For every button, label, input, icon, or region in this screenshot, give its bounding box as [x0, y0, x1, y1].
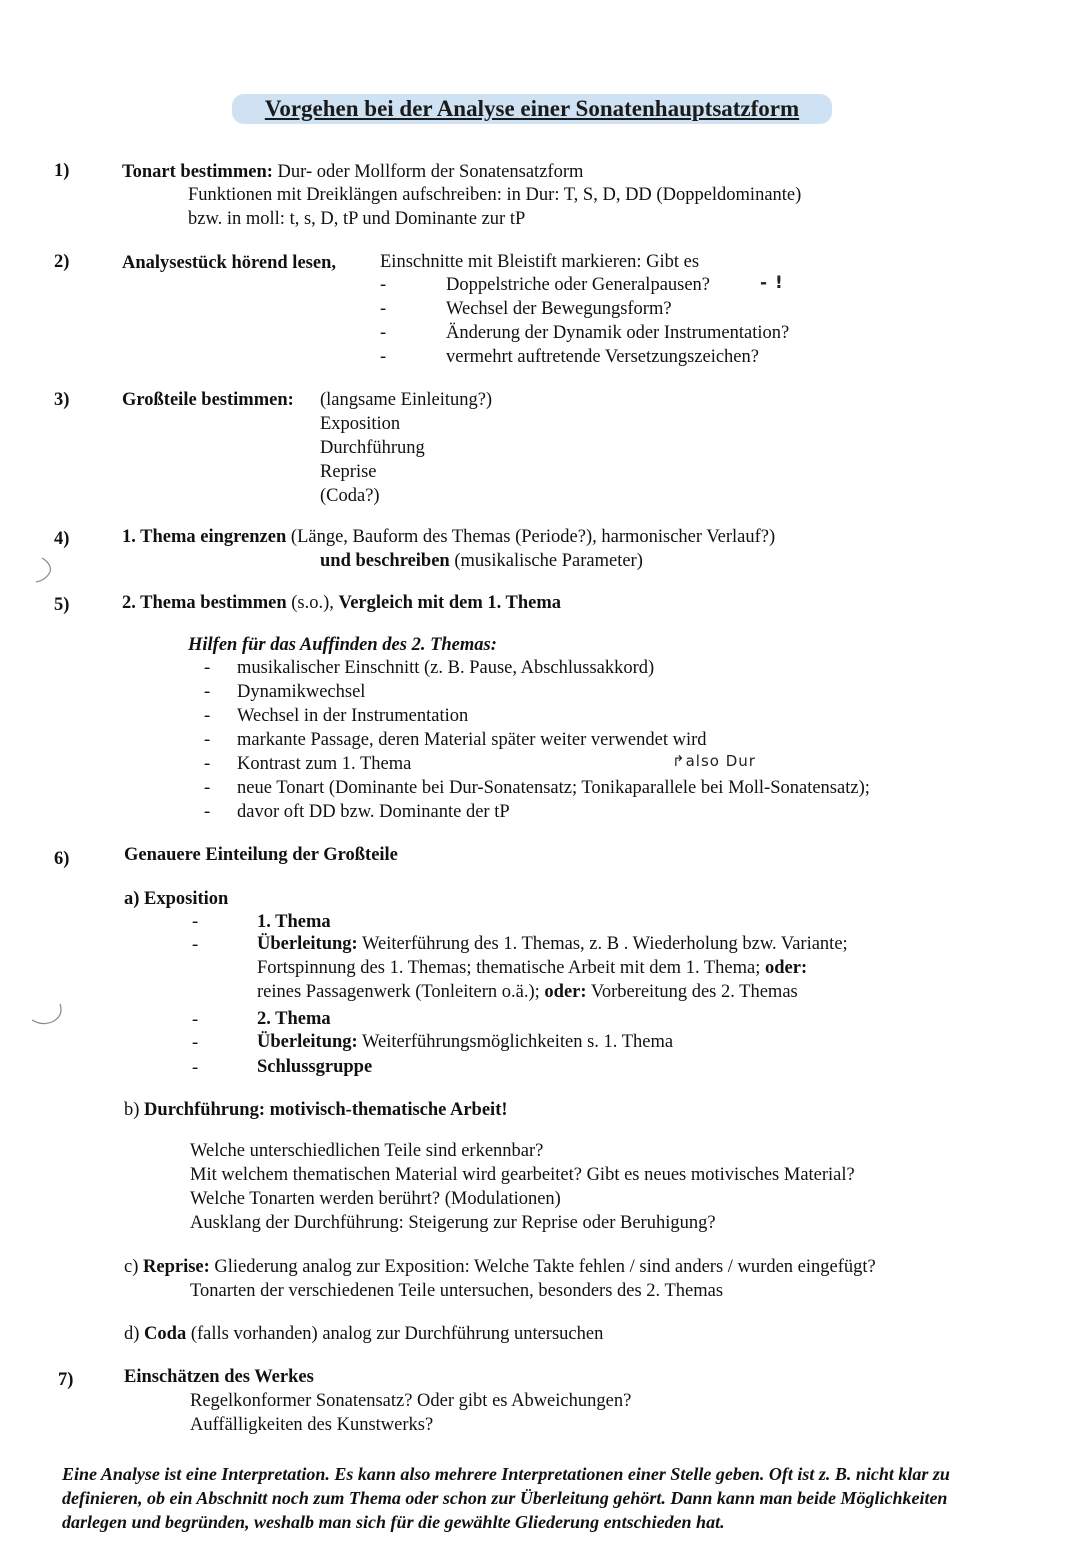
transition-2-heading: Überleitung:	[257, 1032, 358, 1052]
section-5-heading: 2. Thema bestimmen	[122, 593, 287, 613]
section-7-line-2: Auffälligkeiten des Kunstwerks?	[190, 1415, 434, 1435]
section-2-item-3: Änderung der Dynamik oder Instrumentation?	[446, 323, 790, 343]
section-5-line-1	[122, 591, 561, 615]
section-4-heading: 1. Thema eingrenzen	[122, 527, 287, 547]
section-4-line-2	[320, 549, 643, 573]
transition-1-l3-text: reines Passagenwerk (Tonleitern o.ä.);	[257, 982, 545, 1002]
development-line-1: Welche unterschiedlichen Teile sind erkennbar?	[190, 1141, 544, 1161]
list-dash	[192, 933, 198, 957]
pencil-scribble-icon	[26, 998, 66, 1030]
development-line-3: Welche Tonarten werden berührt? (Modulationen)	[190, 1189, 561, 1209]
section-5-item-4: markante Passage, deren Material später weiter verwendet wird	[237, 730, 707, 750]
transition-1-l2-oder: oder:	[765, 958, 808, 978]
section-1-text: Dur- oder Mollform der Sonatensatzform	[272, 162, 584, 182]
transition-1-l3-end: Vorbereitung des 2. Themas	[586, 982, 798, 1002]
list-dash	[192, 1056, 198, 1080]
section-1-line-1	[122, 160, 583, 184]
section-1-number: 1)	[54, 161, 70, 181]
list-dash	[380, 273, 386, 297]
list-dash	[204, 680, 210, 704]
handwritten-mark: - !	[760, 273, 784, 293]
exposition-transition-2	[257, 1030, 673, 1054]
section-5-item-3: Wechsel in der Instrumentation	[237, 706, 469, 726]
section-3-item-3: Durchführung	[320, 438, 425, 458]
section-2-heading: Analysestück hörend lesen,	[122, 253, 336, 273]
development-prefix: b)	[124, 1100, 145, 1120]
list-dash	[204, 776, 210, 800]
list-dash	[204, 656, 210, 680]
recapitulation-line-1	[124, 1255, 876, 1279]
section-3-number: 3)	[54, 390, 70, 410]
exposition-transition-1-line-3	[257, 980, 798, 1004]
coda-text: (falls vorhanden) analog zur Durchführung untersuchen	[186, 1324, 604, 1344]
section-3-item-2: Exposition	[320, 414, 401, 434]
section-2-intro: Einschnitte mit Bleistift markieren: Gibt es	[380, 252, 700, 272]
exposition-transition-1	[257, 932, 848, 956]
section-3-item-5: (Coda?)	[320, 486, 380, 506]
coda-line	[124, 1322, 603, 1346]
exposition-transition-1-line-2	[257, 956, 807, 980]
section-5-mid: (s.o.),	[286, 593, 339, 613]
section-1-heading: Tonart bestimmen:	[122, 162, 273, 182]
list-dash	[204, 800, 210, 824]
coda-prefix: d)	[124, 1324, 145, 1344]
transition-1-l3-oder: oder:	[544, 982, 587, 1002]
transition-1-l2-text: Fortspinnung des 1. Themas; thematische Arbeit mit dem 1. Thema;	[257, 958, 765, 978]
section-3-item-4: Reprise	[320, 462, 377, 482]
transition-1-text: Weiterführung des 1. Themas, z. B . Wiederholung bzw. Variante;	[357, 934, 848, 954]
section-1-line-2: Funktionen mit Dreiklängen aufschreiben: in Dur: T, S, D, DD (Doppeldominante)	[188, 185, 802, 205]
list-dash	[192, 1031, 198, 1055]
recapitulation-text: Gliederung analog zur Exposition: Welche Takte fehlen / sind anders / wurden eingefügt?	[209, 1257, 876, 1277]
section-4-text: (Länge, Bauform des Themas (Periode?), harmonischer Verlauf?)	[286, 527, 776, 547]
list-dash	[380, 321, 386, 345]
handwritten-note: ↱also Dur	[672, 752, 756, 770]
section-5-heading-2: Vergleich mit dem 1. Thema	[338, 593, 562, 613]
section-5-item-7: davor oft DD bzw. Dominante der tP	[237, 802, 510, 822]
section-3-item-1: (langsame Einleitung?)	[320, 390, 493, 410]
section-3-heading: Großteile bestimmen:	[122, 390, 294, 410]
development-line-4: Ausklang der Durchführung: Steigerung zur Reprise oder Beruhigung?	[190, 1213, 716, 1233]
title-highlight	[232, 94, 832, 124]
section-4-heading-2: und beschreiben	[320, 551, 450, 571]
transition-1-heading: Überleitung:	[257, 934, 358, 954]
development-title: Durchführung: motivisch-thematische Arbeit!	[144, 1100, 508, 1120]
section-5-number: 5)	[54, 595, 70, 615]
list-dash	[192, 1008, 198, 1032]
recapitulation-heading: Reprise:	[143, 1257, 210, 1277]
section-2-number: 2)	[54, 252, 70, 272]
handwritten-note-text: also Dur	[685, 752, 756, 770]
exposition-heading: a) Exposition	[124, 889, 229, 909]
section-4-number: 4)	[54, 529, 70, 549]
development-heading	[124, 1098, 508, 1122]
development-line-2: Mit welchem thematischen Material wird gearbeitet? Gibt es neues motivisches Material?	[190, 1165, 855, 1185]
section-6-heading: Genauere Einteilung der Großteile	[124, 845, 398, 865]
list-dash	[204, 704, 210, 728]
recapitulation-line-2: Tonarten der verschiedenen Teile untersuchen, besonders des 2. Themas	[190, 1281, 724, 1301]
section-5-item-2: Dynamikwechsel	[237, 682, 366, 702]
pencil-scribble-icon	[28, 552, 58, 588]
coda-heading: Coda	[144, 1324, 187, 1344]
recapitulation-prefix: c)	[124, 1257, 143, 1277]
section-5-subheading: Hilfen für das Auffinden des 2. Themas:	[188, 635, 497, 655]
exposition-theme-1: 1. Thema	[257, 912, 331, 932]
section-4-text-2: (musikalische Parameter)	[449, 551, 643, 571]
section-7-heading: Einschätzen des Werkes	[124, 1367, 314, 1387]
page-title: Vorgehen bei der Analyse einer Sonatenhauptsatzform	[264, 96, 800, 121]
list-dash	[192, 910, 198, 934]
section-7-line-1: Regelkonformer Sonatensatz? Oder gibt es Abweichungen?	[190, 1391, 632, 1411]
list-dash	[204, 752, 210, 776]
section-7-number: 7)	[58, 1370, 74, 1390]
exposition-closing-group: Schlussgruppe	[257, 1057, 373, 1077]
list-dash	[380, 297, 386, 321]
closing-note: Eine Analyse ist eine Interpretation. Es kann also mehrere Interpretationen einer Stelle geben. Oft ist z. B. nicht klar zu definieren, ob ein Abschnitt noch zum Thema oder schon zur Überleitung gehört. Dann kann man beide Möglichkeiten darlegen und begründen, weshalb man sich für die gewählte Gliederung entschieden hat.	[62, 1464, 950, 1532]
list-dash	[204, 728, 210, 752]
section-2-item-4: vermehrt auftretende Versetzungszeichen?	[446, 347, 759, 367]
section-4-line-1	[122, 525, 775, 549]
section-6-number: 6)	[54, 849, 70, 869]
section-2-item-2: Wechsel der Bewegungsform?	[446, 299, 672, 319]
section-1-line-3: bzw. in moll: t, s, D, tP und Dominante zur tP	[188, 209, 526, 229]
section-5-item-5: Kontrast zum 1. Thema	[237, 754, 412, 774]
list-dash	[380, 345, 386, 369]
section-5-item-1: musikalischer Einschnitt (z. B. Pause, Abschlussakkord)	[237, 658, 655, 678]
transition-2-text: Weiterführungsmöglichkeiten s. 1. Thema	[357, 1032, 674, 1052]
exposition-theme-2: 2. Thema	[257, 1009, 331, 1029]
section-5-item-6: neue Tonart (Dominante bei Dur-Sonatensatz; Tonikaparallele bei Moll-Sonatensatz);	[237, 778, 870, 798]
section-2-item-1: Doppelstriche oder Generalpausen?	[446, 275, 711, 295]
